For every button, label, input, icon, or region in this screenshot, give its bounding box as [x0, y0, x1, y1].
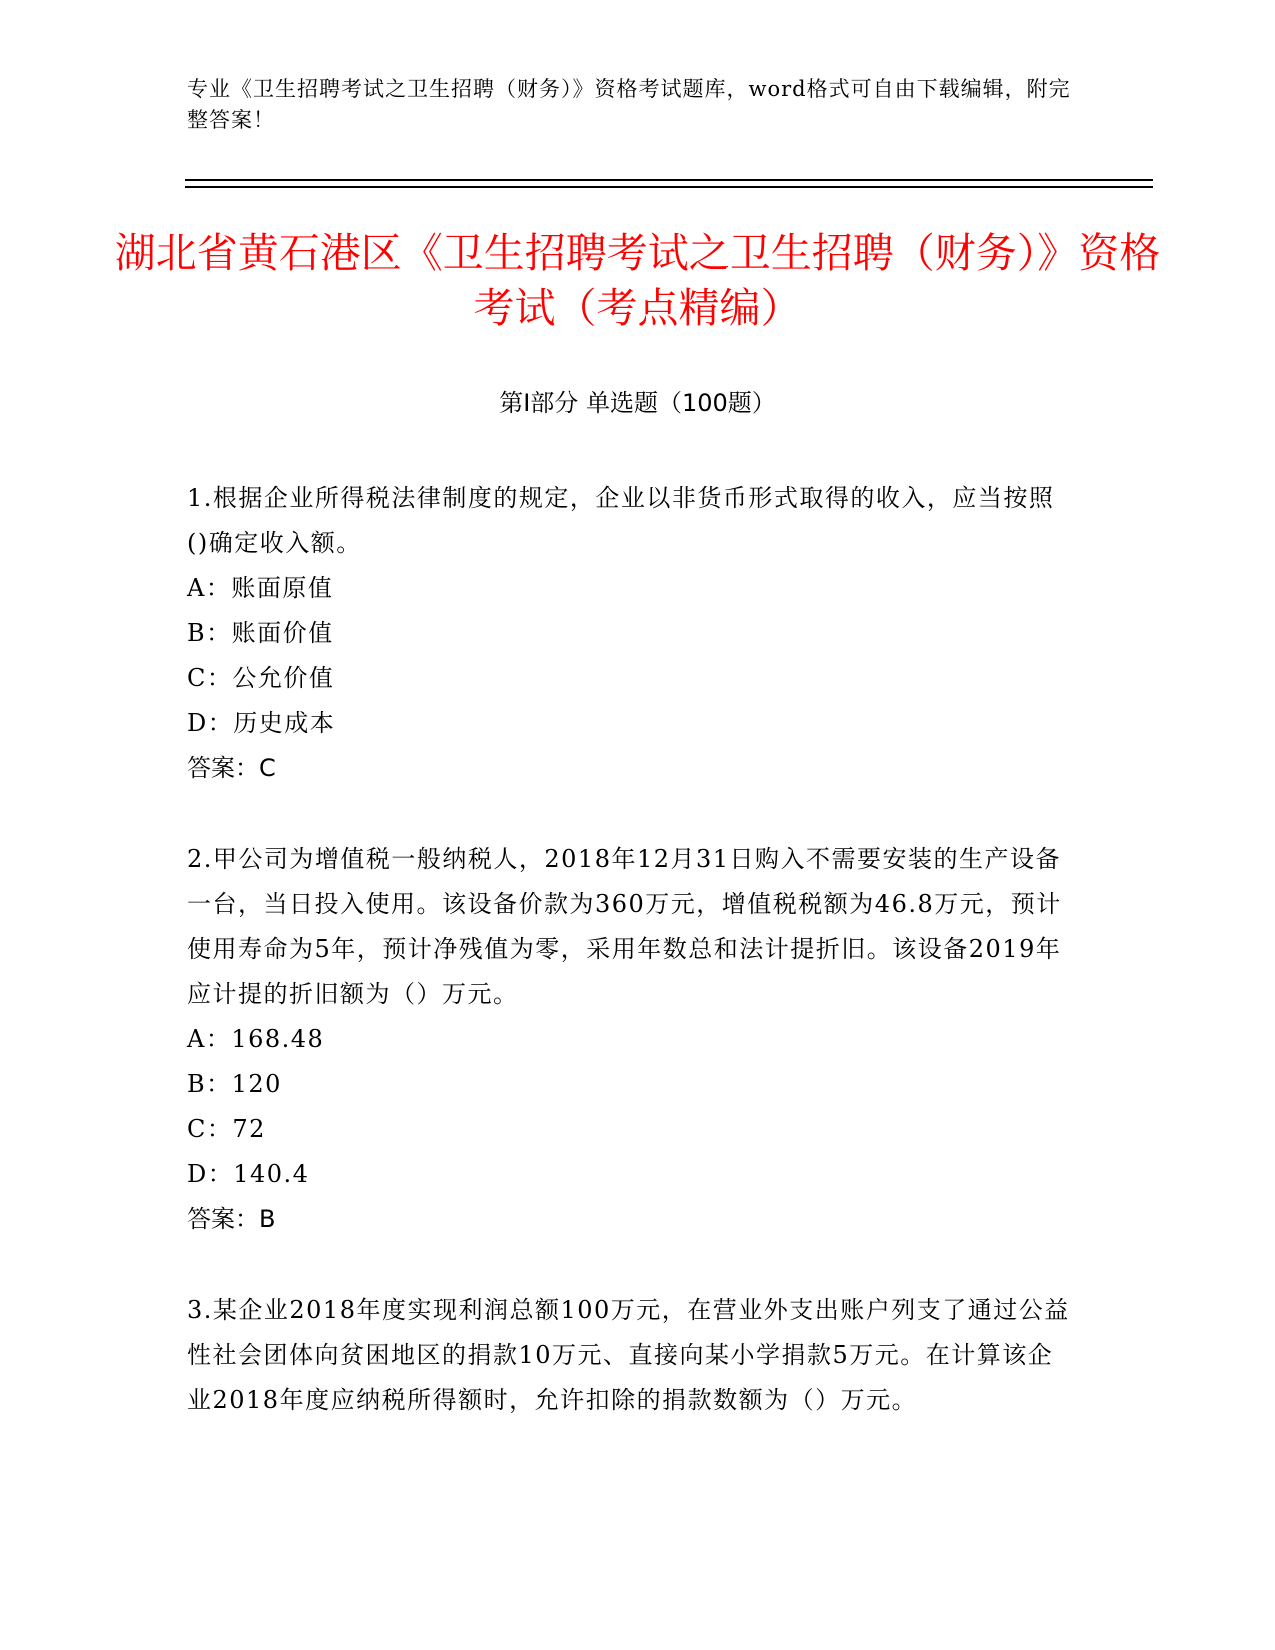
question-2 [187, 837, 1072, 1242]
question-3 [187, 1288, 1072, 1423]
option-d: D：140.4 [187, 1160, 310, 1188]
page-header [187, 74, 1087, 136]
question-1 [187, 476, 1072, 791]
answer: 答案：B [187, 1205, 276, 1233]
header-divider-bottom [185, 186, 1153, 188]
option-d: D：历史成本 [187, 709, 336, 737]
option-c: C：公允价值 [187, 664, 335, 692]
question-list [187, 476, 1072, 1469]
answer: 答案：C [187, 754, 276, 782]
question-stem: 3.某企业2018年度实现利润总额100万元，在营业外支出账户列支了通过公益性社会团体向贫困地区的捐款10万元、直接向某小学捐款5万元。在计算该企业2018年度应纳税所得额时，允许扣除的捐款数额为（）万元。 [187, 1296, 1070, 1414]
header-divider-top [185, 179, 1153, 181]
option-b: B：120 [187, 1070, 282, 1098]
option-a: A：168.48 [187, 1025, 325, 1053]
header-text: 专业《卫生招聘考试之卫生招聘（财务）》资格考试题库，word格式可自由下载编辑，附完整答案！ [187, 77, 1071, 132]
option-c: C：72 [187, 1115, 266, 1143]
question-stem: 2.甲公司为增值税一般纳税人，2018年12月31日购入不需要安装的生产设备一台，当日投入使用。该设备价款为360万元，增值税税额为46.8万元，预计使用寿命为5年，预计净残值为零，采用年数总和法计提折旧。该设备2019年应计提的折旧额为（）万元。 [187, 845, 1062, 1008]
option-a: A：账面原值 [187, 574, 334, 602]
section-heading: 第Ⅰ部分 单选题（100题） [499, 389, 776, 417]
question-stem: 1.根据企业所得税法律制度的规定，企业以非货币形式取得的收入，应当按照()确定收入额。 [187, 484, 1055, 557]
option-b: B：账面价值 [187, 619, 334, 647]
document-title: 湖北省黄石港区《卫生招聘考试之卫生招聘（财务）》资格考试（考点精编） [114, 229, 1161, 332]
